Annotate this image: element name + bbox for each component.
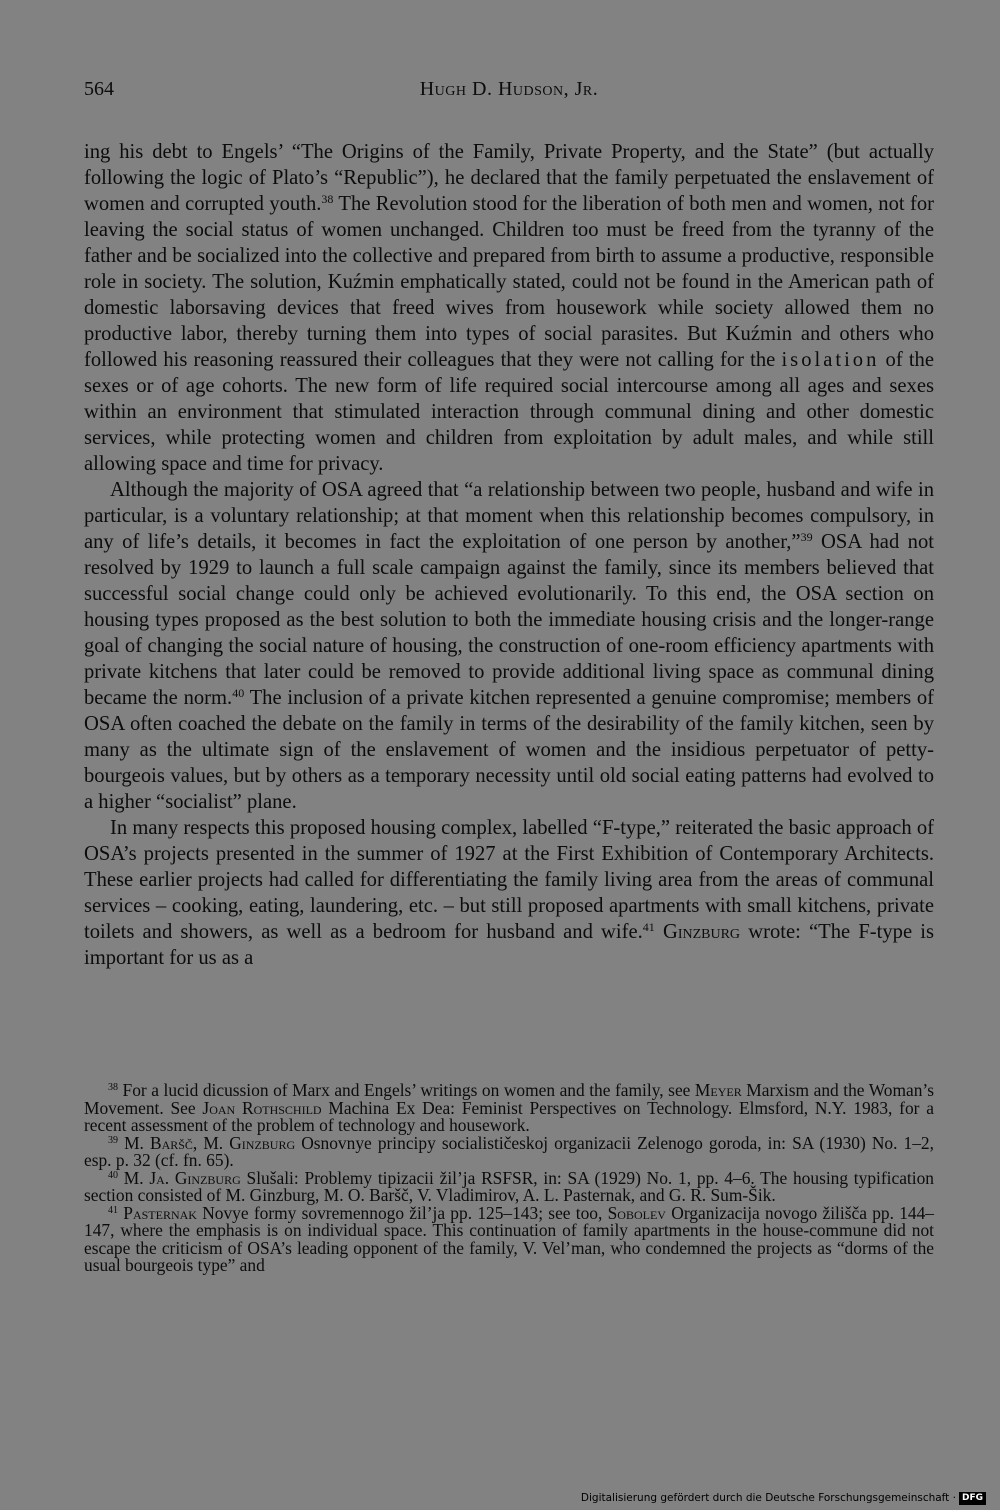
paragraph-1 xyxy=(84,139,934,477)
paragraph-2 xyxy=(84,477,934,815)
running-head xyxy=(84,74,934,104)
emphasis-spaced: isolation xyxy=(781,349,880,371)
author-name: Joan Rothschild xyxy=(202,1097,322,1118)
author-name: Ja. Ginzburg xyxy=(149,1167,241,1188)
text-run: M. xyxy=(118,1132,150,1153)
footnote-number: 41 xyxy=(108,1204,118,1216)
footnote-ref-38: 38 xyxy=(321,192,334,206)
author-name: Sobolev xyxy=(607,1202,666,1223)
text-run: M. xyxy=(118,1167,150,1188)
digitization-credit xyxy=(581,1491,986,1505)
text-run: Slušali: Problemy tipizacii žil’ja RSFSR, in: SA (1929) No. 1, pp. 4–6. The housing typification section consisted of M. Ginzburg, M. O. Baršč, V. Vladimirov, A. L. Pasternak, and G. R. Sum-Šik. xyxy=(84,1167,934,1205)
author-name: Ginzburg xyxy=(229,1132,296,1153)
text-run: Marxism and the Woman’s Movement. See xyxy=(84,1080,934,1118)
author-name: Ginzburg xyxy=(654,921,741,943)
text-run: , M. xyxy=(192,1132,230,1153)
text-run: The inclusion of a private kitchen represented a genuine compromise; members of OSA often coached the debate on the family in terms of the desirability of the family kitchen, seen by many as the ultimate sign of the enslavement of women and the insidious perpetuator of petty-bourgeois values, but by others as a temporary necessity until old social eating patterns had evolved to a higher “socialist” plane. xyxy=(84,687,934,813)
text-run: For a lucid dicussion of Marx and Engels’ writings on women and the family, see xyxy=(118,1080,695,1100)
footnote-number: 40 xyxy=(108,1169,118,1181)
footnote-number: 39 xyxy=(108,1134,118,1146)
author-name: Pasternak xyxy=(118,1202,197,1223)
footnote-39 xyxy=(84,1132,934,1170)
footnote-ref-40: 40 xyxy=(232,686,245,700)
text-run: of the sexes or of age cohorts. The new form of life required social intercourse among all ages and sexes within an environment that stimulated interaction through communal dining and other domestic services, while protecting women and children from exploitation by adult males, and while still allowing space and time for privacy. xyxy=(84,349,934,475)
footnote-40 xyxy=(84,1167,934,1205)
paragraph-3 xyxy=(84,815,934,971)
running-title: Hugh D. Hudson, Jr. xyxy=(419,78,599,100)
footnote-ref-41: 41 xyxy=(642,920,655,934)
text-run: ing his debt to Engels’ “The Origins of the Family, Private Property, and the State” (but actually following the logic of Plato’s “Republic”), he declared that the family perpetuated the enslavement of women and corrupted youth. xyxy=(84,141,934,215)
text-run: Osnovnye principy socialističeskoj organizacii Zelenogo goroda, in: SA (1930) No. 1–2, esp. p. 32 (cf. fn. 65). xyxy=(84,1132,934,1170)
footnote-38 xyxy=(84,1082,934,1135)
author-name: Baršč xyxy=(149,1132,193,1153)
page-number: 564 xyxy=(84,78,114,100)
text-run: In many respects this proposed housing complex, labelled “F-type,” reiterated the basic approach of OSA’s projects presented in the summer of 1927 at the First Exhibition of Contemporary Architects. These earlier projects had called for differentiating the family living area from the areas of communal services – cooking, eating, laundering, etc. – but still proposed apartments with small kitchens, private toilets and showers, as well as a bedroom for husband and wife. xyxy=(84,817,934,943)
text-run: Organizacija novogo žilišča pp. 144–147, where the emphasis is on individual space. This continuation of family apartments in the house-commune did not escape the criticism of OSA’s leading opponent of the family, V. Vel’man, who condemned the projects as “dorms of the usual bourgeois type” and xyxy=(84,1202,934,1275)
credit-text: Digitalisierung gefördert durch die Deutsche Forschungsgemeinschaft · xyxy=(580,1492,956,1504)
text-run: wrote: “The F-type is important for us as a xyxy=(84,921,934,969)
footnote-41 xyxy=(84,1202,934,1275)
body-text xyxy=(84,139,934,971)
footnote-ref-39: 39 xyxy=(800,530,813,544)
footnote-number: 38 xyxy=(108,1082,118,1093)
author-name: Meyer xyxy=(694,1080,742,1100)
text-run: OSA had not resolved by 1929 to launch a full scale campaign against the family, since its members believed that successful social change could only be achieved evolutionarily. To this end, the OSA section on housing types proposed as the best solution to both the immediate housing crisis and the longer-range goal of changing the social nature of housing, the construction of one-room efficiency apartments with private kitchens that later could be removed to provide additional living space as communal dining became the norm. xyxy=(84,531,934,709)
dfg-logo: DFG xyxy=(959,1492,986,1505)
text-run: Machina Ex Dea: Feminist Perspectives on Technology. Elmsford, N.Y. 1983, for a recent assessment of the problem of technology and housework. xyxy=(84,1097,934,1135)
text-run: Although the majority of OSA agreed that “a relationship between two people, husband and wife in particular, is a voluntary relationship; at that moment when this relationship becomes compulsory, in any of life’s details, it becomes in fact the exploitation of one person by another,” xyxy=(84,479,934,553)
footnotes xyxy=(84,1082,934,1275)
text-run: The Revolution stood for the liberation of both men and women, not for leaving the social status of women unchanged. Children too must be freed from the tyranny of the father and be socialized into the collective and prepared from birth to assume a productive, responsible role in society. The solution, Kuźmin emphatically stated, could not be found in the American path of domestic laborsaving devices that freed wives from housework while society allowed them no productive labor, thereby turning them into types of social parasites. But Kuźmin and others who followed his reasoning reassured their colleagues that they were not calling for the xyxy=(84,193,934,371)
text-run: Novye formy sovremennogo žil’ja pp. 125–143; see too, xyxy=(196,1202,608,1223)
